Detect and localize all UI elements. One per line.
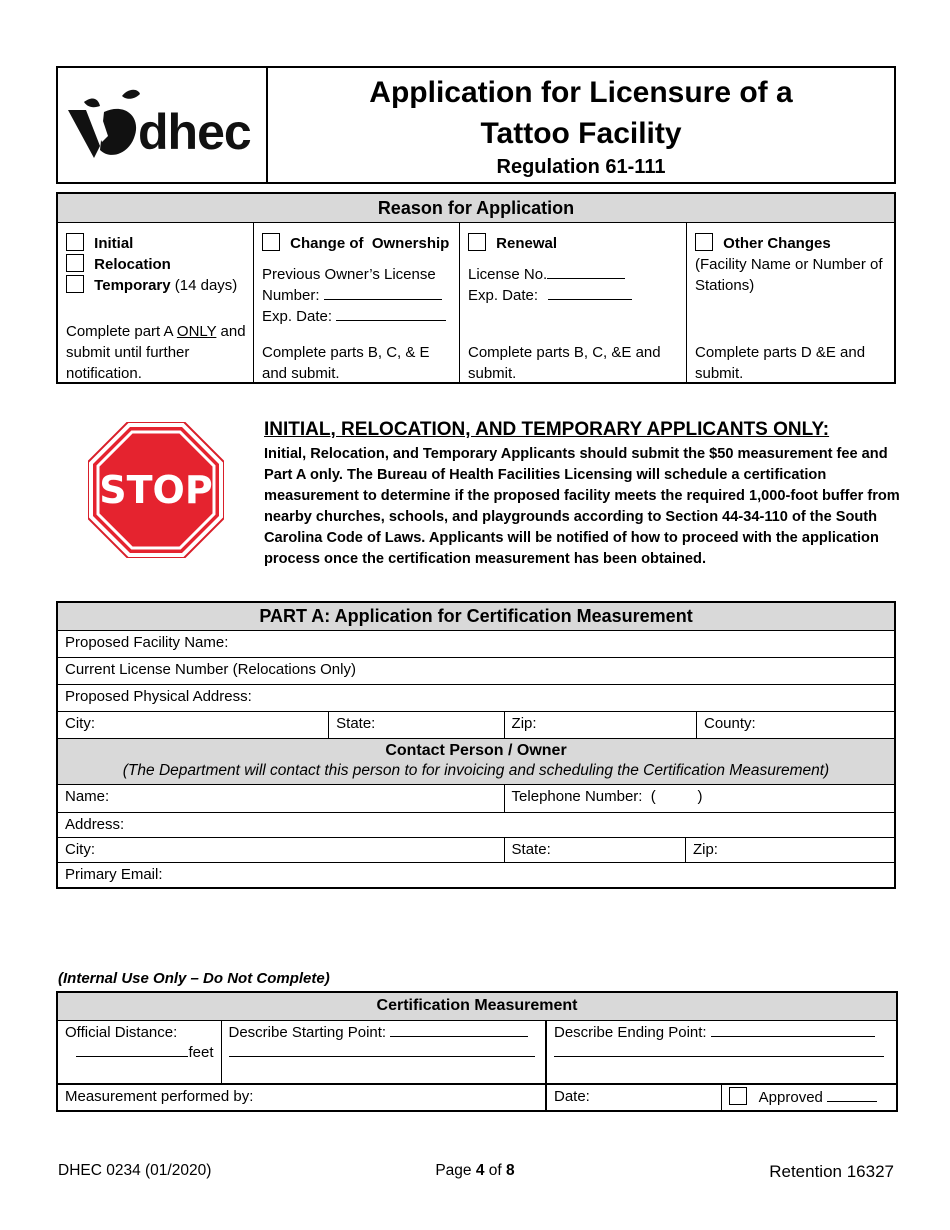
relocation-label: Relocation <box>94 256 171 273</box>
regulation-label: Regulation 61-111 <box>496 156 666 178</box>
other-changes-instructions: Complete parts D &E and submit. <box>695 344 866 382</box>
renewal-checkbox[interactable] <box>468 233 486 251</box>
approved-cell[interactable] <box>721 1084 897 1111</box>
change-ownership-option[interactable] <box>262 233 459 254</box>
starting-point-blank[interactable] <box>390 1023 528 1037</box>
part-a-heading: PART A: Application for Certification Measurement <box>57 602 895 630</box>
date-field[interactable]: Date: <box>546 1084 721 1111</box>
renewal-license-label: License No. <box>468 266 548 283</box>
reason-section <box>56 192 896 384</box>
reason-col-renewal <box>459 223 686 382</box>
other-changes-label: Other Changes <box>723 235 831 252</box>
logo-text: dhec <box>138 104 251 160</box>
prev-license-label: Previous Owner’s License Number: <box>262 266 436 304</box>
stop-sign <box>88 422 224 558</box>
contact-heading: Contact Person / Owner <box>385 741 567 759</box>
contact-note: (The Department will contact this person to for invoicing and scheduling the Certification Measurement) <box>122 761 830 779</box>
relocation-checkbox[interactable] <box>66 254 84 272</box>
other-changes-option[interactable] <box>695 233 894 254</box>
current-license-field[interactable]: Current License Number (Relocations Only) <box>57 657 895 684</box>
internal-use-label: (Internal Use Only – Do Not Complete) <box>58 970 330 987</box>
initial-instr-pre: Complete part A <box>66 323 177 340</box>
contact-heading-cell <box>57 738 895 784</box>
starting-point-label: Describe Starting Point: <box>228 1023 387 1041</box>
renewal-license-field[interactable] <box>468 264 686 285</box>
footer-form-id: DHEC 0234 (01/2020) <box>58 1162 212 1179</box>
change-exp-date-field[interactable] <box>262 306 459 327</box>
stop-text: STOP <box>99 468 213 512</box>
official-distance-cell[interactable] <box>57 1020 221 1084</box>
form-title-line1: Application for Licensure of a <box>369 76 793 109</box>
logo-cell <box>58 68 268 182</box>
other-changes-note: (Facility Name or Number of Stations) <box>695 256 883 294</box>
certification-table <box>56 991 898 1112</box>
title-cell <box>268 68 894 182</box>
other-changes-checkbox[interactable] <box>695 233 713 251</box>
zip-field[interactable]: Zip: <box>504 711 696 738</box>
certification-heading: Certification Measurement <box>57 992 897 1020</box>
renewal-exp-date-field[interactable] <box>468 285 686 306</box>
initial-checkbox[interactable] <box>66 233 84 251</box>
renewal-exp-date-blank[interactable] <box>548 286 632 300</box>
reason-col-initial <box>58 223 253 382</box>
performed-by-field[interactable]: Measurement performed by: <box>57 1084 546 1111</box>
approved-label: Approved <box>758 1089 823 1106</box>
renewal-exp-date-label: Exp. Date: <box>468 287 539 304</box>
contact-state-field[interactable]: State: <box>504 837 685 862</box>
renewal-option[interactable] <box>468 233 686 254</box>
temporary-option[interactable] <box>66 275 253 296</box>
ending-point-label: Describe Ending Point: <box>554 1023 707 1041</box>
renewal-instructions: Complete parts B, C, &E and submit. <box>468 344 661 382</box>
change-ownership-instructions: Complete parts B, C, & E and submit. <box>262 344 430 382</box>
reason-col-change-ownership <box>253 223 459 382</box>
initial-label: Initial <box>94 235 134 252</box>
page-of: of <box>484 1162 507 1179</box>
physical-address-field[interactable]: Proposed Physical Address: <box>57 684 895 711</box>
renewal-license-blank[interactable] <box>547 265 625 279</box>
starting-point-blank-2[interactable] <box>229 1043 535 1057</box>
city-field[interactable]: City: <box>57 711 329 738</box>
official-distance-line[interactable] <box>65 1043 214 1063</box>
official-distance-label: Official Distance: <box>65 1023 178 1041</box>
change-ownership-checkbox[interactable] <box>262 233 280 251</box>
reason-heading: Reason for Application <box>58 194 894 223</box>
reason-col-other-changes <box>686 223 894 382</box>
temporary-checkbox[interactable] <box>66 275 84 293</box>
contact-email-field[interactable]: Primary Email: <box>57 862 895 888</box>
contact-city-field[interactable]: City: <box>57 837 504 862</box>
starting-point-cell[interactable] <box>221 1020 546 1084</box>
facility-name-field[interactable]: Proposed Facility Name: <box>57 630 895 657</box>
change-ownership-label: Change of Ownership <box>290 235 450 252</box>
temporary-note: (14 days) <box>174 277 238 294</box>
county-field[interactable]: County: <box>696 711 895 738</box>
ending-point-cell[interactable] <box>546 1020 897 1084</box>
initial-option[interactable] <box>66 233 253 254</box>
renewal-label: Renewal <box>496 235 558 252</box>
relocation-option[interactable] <box>66 254 253 275</box>
notice-block <box>264 418 900 570</box>
prev-license-blank[interactable] <box>324 286 442 300</box>
form-title-line2: Tattoo Facility <box>480 117 682 150</box>
ending-point-blank-2[interactable] <box>554 1043 884 1057</box>
notice-heading: INITIAL, RELOCATION, AND TEMPORARY APPLICANTS ONLY: <box>264 419 830 440</box>
page-label: Page <box>435 1162 476 1179</box>
contact-address-field[interactable]: Address: <box>57 812 895 837</box>
page-total: 8 <box>506 1162 515 1179</box>
official-distance-blank[interactable] <box>76 1043 188 1057</box>
contact-zip-field[interactable]: Zip: <box>685 837 895 862</box>
state-field[interactable]: State: <box>329 711 504 738</box>
change-exp-date-blank[interactable] <box>336 307 446 321</box>
form-header <box>56 66 896 184</box>
prev-license-field[interactable] <box>262 264 452 306</box>
footer-retention: Retention 16327 <box>769 1162 894 1181</box>
contact-telephone-field[interactable]: Telephone Number: ( ) <box>504 784 895 812</box>
ending-point-blank[interactable] <box>711 1023 875 1037</box>
page-num: 4 <box>475 1162 485 1179</box>
feet-label: feet <box>188 1043 214 1061</box>
change-exp-date-label: Exp. Date: <box>262 308 333 325</box>
approved-checkbox[interactable] <box>729 1087 747 1105</box>
initial-instr-only: ONLY <box>176 323 217 340</box>
initial-instr-post: and submit until further notification. <box>66 323 246 382</box>
initial-instructions <box>66 321 246 384</box>
approved-blank[interactable] <box>827 1088 877 1102</box>
notice-body: Initial, Relocation, and Temporary Applicants should submit the $50 measurement fee and Part A only. The Bureau of Health Facilities Licensing will schedule a certification measurement to determine if the proposed facility meets the required 1,000-foot buffer from nearby churches, schools, and playgrounds according to Section 44-34-110 of the South Carolina Code of Laws. Applicants will be notified of how to proceed with the application process once the certification measurement has been obtained. <box>264 446 900 567</box>
temporary-label: Temporary <box>94 277 171 294</box>
part-a-table <box>56 601 896 889</box>
contact-name-field[interactable]: Name: <box>57 784 504 812</box>
